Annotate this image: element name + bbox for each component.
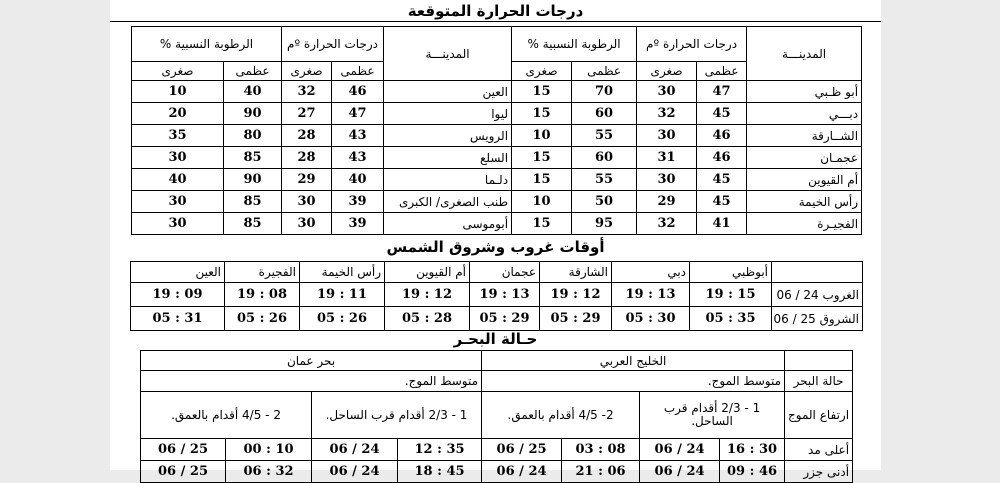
value-tmin: 30: [637, 81, 697, 103]
sun-time: 19 : 08: [225, 283, 300, 307]
sun-city: الشارقة: [540, 262, 612, 283]
gulf-state: متوسط الموج.: [482, 371, 785, 392]
value-tmax: 40: [332, 169, 384, 191]
value-tmin: 30: [282, 213, 332, 235]
gulf-header: الخليج العربي: [482, 351, 785, 371]
header-humidity: الرطوبة النسبية %: [512, 27, 637, 62]
value-hmax: 85: [224, 191, 282, 213]
value-tmin: 31: [637, 147, 697, 169]
oman-state: متوسط الموج.: [141, 371, 482, 392]
oman-wave-near: 1 - 2/3 أقدام قرب الساحل.: [312, 392, 482, 439]
sun-time: 19 : 09: [131, 283, 225, 307]
table-row: [132, 103, 862, 125]
value-hmin: 35: [132, 125, 224, 147]
value-hmin: 15: [512, 169, 572, 191]
sun-time: 05 : 28: [385, 307, 470, 331]
header-humidity: الرطوبة النسبية %: [132, 27, 282, 62]
low-tide-value: 18 : 45: [398, 461, 482, 483]
city-name: الفجيـرة: [747, 213, 862, 235]
value-tmax: 46: [697, 125, 747, 147]
value-hmin: 10: [132, 81, 224, 103]
sea-state-label: حالة البحر: [785, 371, 853, 392]
value-tmax: 45: [697, 191, 747, 213]
low-tide-value: 06 : 32: [226, 461, 312, 483]
value-tmin: 30: [282, 191, 332, 213]
sea-title: حـالة البحـر: [453, 330, 538, 348]
high-tide-value: 12 : 35: [398, 439, 482, 461]
sun-time: 05 : 30: [612, 307, 690, 331]
low-tide-value: 21 : 06: [562, 461, 640, 483]
low-tide-label: أدنى جزر: [785, 461, 853, 483]
value-tmax: 47: [697, 81, 747, 103]
city-name: أم القيوين: [747, 169, 862, 191]
gulf-wave-near: 1 - 2/3 أقدام قرب الساحل.: [640, 392, 785, 439]
low-tide-value: 06 / 24: [482, 461, 562, 483]
sun-row-label: الشروق 25 / 06: [772, 307, 863, 331]
title-divider: [110, 21, 881, 22]
value-tmax: 45: [697, 169, 747, 191]
sun-time: 05 : 29: [470, 307, 540, 331]
value-hmax: 85: [224, 147, 282, 169]
value-tmin: 28: [282, 125, 332, 147]
sun-city: أم القيوين: [385, 262, 470, 283]
high-tide-value: 06 / 25: [482, 439, 562, 461]
value-tmax: 45: [697, 103, 747, 125]
value-tmax: 46: [697, 147, 747, 169]
city-name: دبـــي: [747, 103, 862, 125]
value-hmax: 55: [572, 169, 637, 191]
value-tmax: 39: [332, 213, 384, 235]
header-temp: درجات الحرارة ºم: [637, 27, 747, 62]
sun-title: أوقات غروب وشروق الشمس: [386, 238, 605, 256]
value-hmax: 90: [224, 103, 282, 125]
header-max: عظمى: [332, 62, 384, 81]
wave-height-label: ارتفاع الموج: [785, 392, 853, 439]
value-tmax: 39: [332, 191, 384, 213]
city-name: ليوا: [384, 103, 512, 125]
value-hmax: 55: [572, 125, 637, 147]
value-hmax: 60: [572, 103, 637, 125]
sun-time: 05 : 31: [131, 307, 225, 331]
high-tide-value: 06 / 24: [640, 439, 720, 461]
high-tide-value: 03 : 08: [562, 439, 640, 461]
city-name: طنب الصغرى/ الكبرى: [384, 191, 512, 213]
sun-time: 19 : 13: [470, 283, 540, 307]
sun-city: العين: [131, 262, 225, 283]
table-row: [132, 213, 862, 235]
value-tmax: 47: [332, 103, 384, 125]
header-max: عظمى: [572, 62, 637, 81]
weather-document: [110, 0, 881, 479]
table-row: [131, 283, 863, 307]
sun-time: 05 : 35: [690, 307, 772, 331]
sun-corner-cell: [772, 262, 863, 283]
header-min: صغرى: [282, 62, 332, 81]
value-tmax: 43: [332, 125, 384, 147]
gulf-wave-deep: 2- 4/5 أقدام بالعمق.: [482, 392, 640, 439]
value-hmin: 15: [512, 103, 572, 125]
city-name: رأس الخيمة: [747, 191, 862, 213]
low-tide-value: 06 / 25: [141, 461, 226, 483]
header-max: عظمى: [697, 62, 747, 81]
city-name: السلع: [384, 147, 512, 169]
low-tide-value: 06 / 24: [312, 461, 398, 483]
value-tmin: 30: [637, 125, 697, 147]
value-hmin: 30: [132, 191, 224, 213]
value-tmax: 46: [332, 81, 384, 103]
high-tide-value: 00 : 10: [226, 439, 312, 461]
header-city: المدينـــة: [747, 27, 862, 81]
sun-row-label: الغروب 24 / 06: [772, 283, 863, 307]
header-min: صغرى: [512, 62, 572, 81]
value-hmin: 40: [132, 169, 224, 191]
table-row: [132, 169, 862, 191]
value-tmin: 32: [282, 81, 332, 103]
table-row: [132, 125, 862, 147]
table-row: [132, 191, 862, 213]
value-hmin: 10: [512, 125, 572, 147]
city-name: العين: [384, 81, 512, 103]
value-hmax: 50: [572, 191, 637, 213]
city-name: أبو ظـبي: [747, 81, 862, 103]
value-hmax: 85: [224, 213, 282, 235]
sunrise-sunset-table: [130, 261, 863, 331]
city-name: الشــارقة: [747, 125, 862, 147]
header-min: صغرى: [132, 62, 224, 81]
sun-time: 19 : 11: [300, 283, 385, 307]
value-hmax: 70: [572, 81, 637, 103]
table-row: [131, 307, 863, 331]
value-tmax: 41: [697, 213, 747, 235]
table-row: [132, 81, 862, 103]
oman-header: بحر عمان: [141, 351, 482, 371]
city-name: أبوموسى: [384, 213, 512, 235]
value-hmin: 15: [512, 213, 572, 235]
header-min: صغرى: [637, 62, 697, 81]
value-tmin: 32: [637, 103, 697, 125]
high-tide-value: 16 : 30: [720, 439, 785, 461]
value-tmax: 43: [332, 147, 384, 169]
value-tmin: 30: [637, 169, 697, 191]
temperature-table: [131, 26, 862, 235]
sun-time: 19 : 13: [612, 283, 690, 307]
sun-time: 05 : 26: [225, 307, 300, 331]
value-hmax: 80: [224, 125, 282, 147]
high-tide-value: 06 / 25: [141, 439, 226, 461]
sun-time: 19 : 12: [540, 283, 612, 307]
sea-corner-cell: [785, 351, 853, 371]
city-name: عجمـان: [747, 147, 862, 169]
value-hmax: 95: [572, 213, 637, 235]
sea-state-table: [140, 350, 853, 483]
city-name: دلـما: [384, 169, 512, 191]
sun-city: عجمان: [470, 262, 540, 283]
low-tide-value: 09 : 46: [720, 461, 785, 483]
high-tide-value: 06 / 24: [312, 439, 398, 461]
city-name: الرويس: [384, 125, 512, 147]
value-hmax: 40: [224, 81, 282, 103]
sun-city: رأس الخيمة: [300, 262, 385, 283]
value-tmin: 32: [637, 213, 697, 235]
value-hmin: 30: [132, 147, 224, 169]
sun-time: 05 : 26: [300, 307, 385, 331]
value-tmin: 27: [282, 103, 332, 125]
sun-city: الفجيرة: [225, 262, 300, 283]
header-city: المدينـــة: [384, 27, 512, 81]
sun-time: 19 : 15: [690, 283, 772, 307]
low-tide-value: 06 / 24: [640, 461, 720, 483]
value-hmin: 15: [512, 81, 572, 103]
value-hmax: 90: [224, 169, 282, 191]
value-tmin: 29: [637, 191, 697, 213]
value-hmin: 20: [132, 103, 224, 125]
temps-title: درجات الحرارة المتوقعة: [407, 2, 584, 20]
header-temp: درجات الحرارة ºم: [282, 27, 384, 62]
value-tmin: 29: [282, 169, 332, 191]
sun-time: 05 : 29: [540, 307, 612, 331]
oman-wave-deep: 2 - 4/5 أقدام بالعمق.: [141, 392, 312, 439]
value-hmin: 10: [512, 191, 572, 213]
table-row: [132, 147, 862, 169]
header-max: عظمى: [224, 62, 282, 81]
sun-time: 19 : 12: [385, 283, 470, 307]
value-tmin: 28: [282, 147, 332, 169]
value-hmin: 30: [132, 213, 224, 235]
value-hmax: 60: [572, 147, 637, 169]
high-tide-label: أعلى مد: [785, 439, 853, 461]
sun-city: دبي: [612, 262, 690, 283]
value-hmin: 15: [512, 147, 572, 169]
sun-city: أبوظبي: [690, 262, 772, 283]
